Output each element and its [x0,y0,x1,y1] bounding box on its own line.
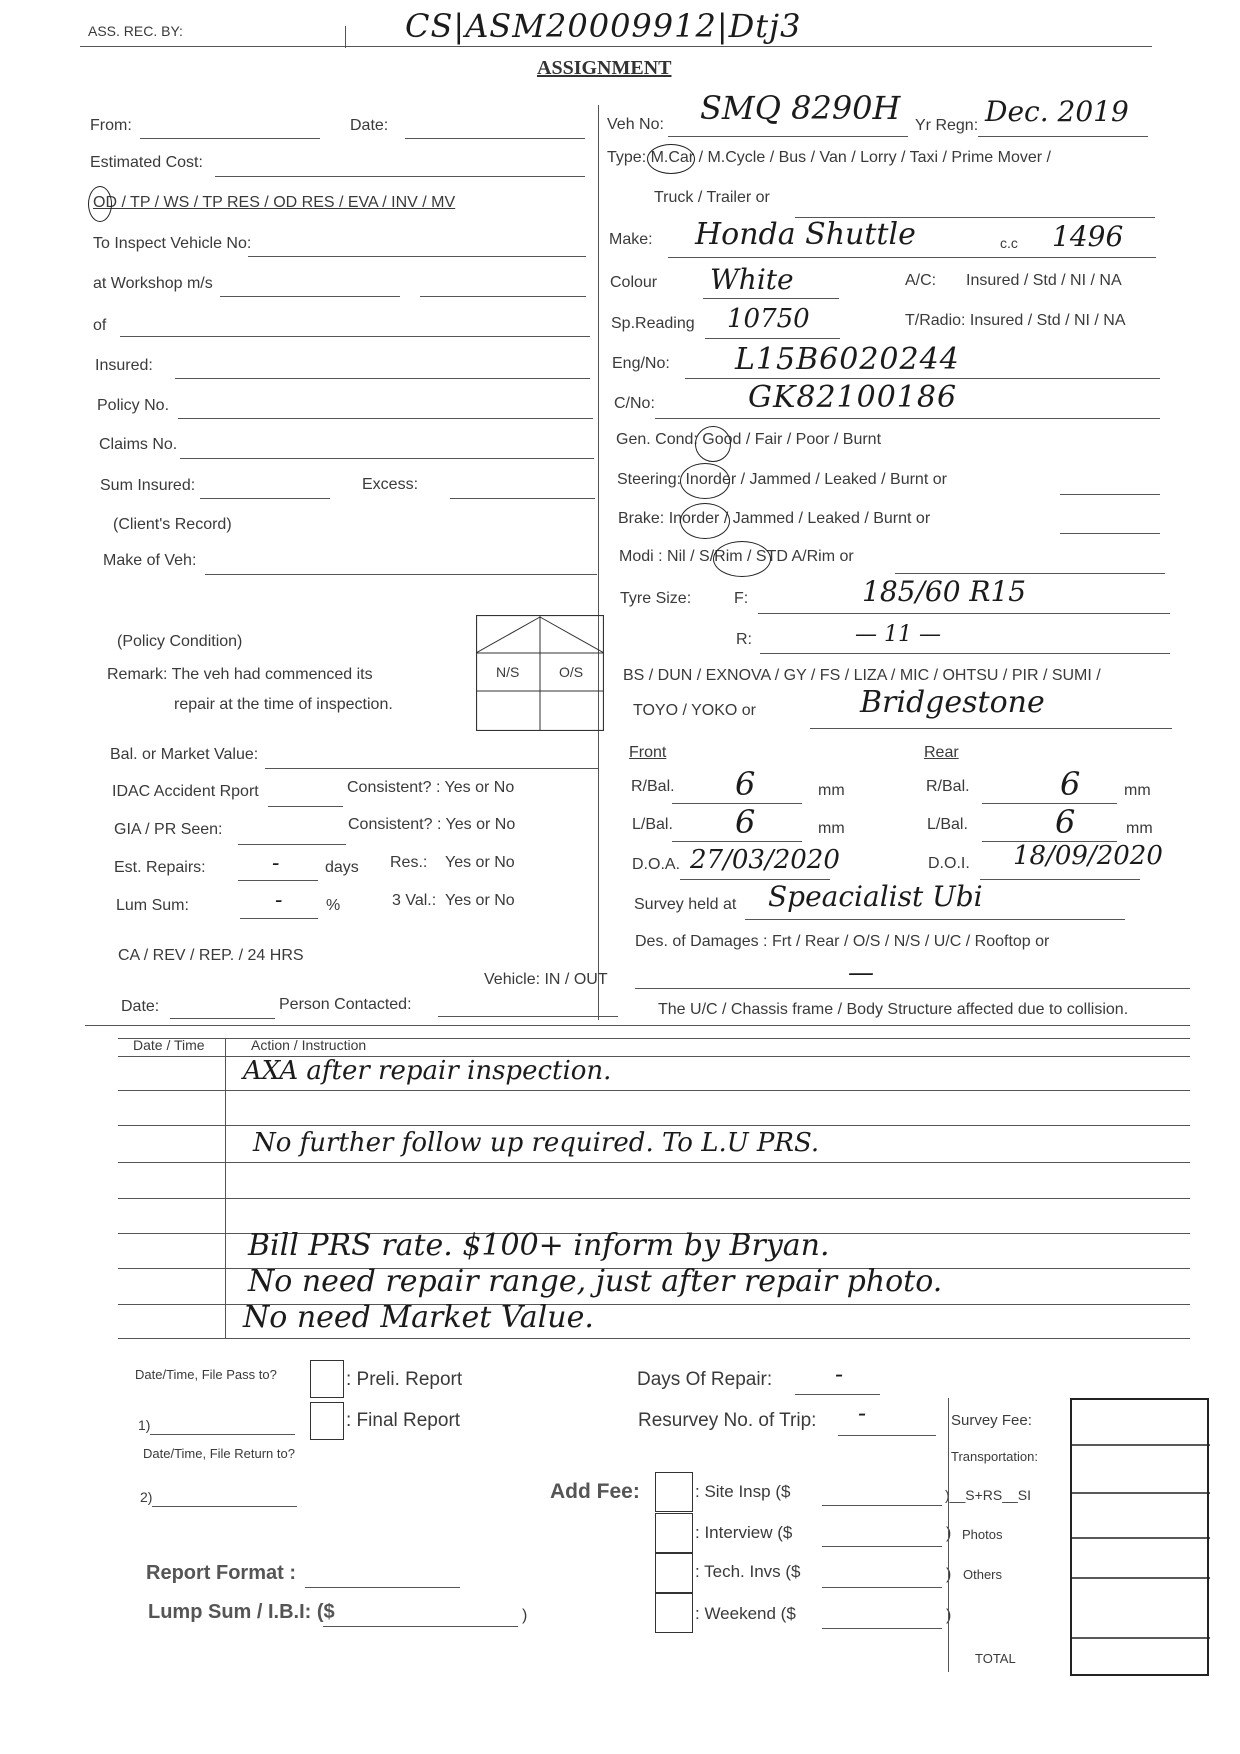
make-label: Make: [609,231,653,248]
tyre-brands: BS / DUN / EXNOVA / GY / FS / LIZA / MIC / OHTSU / PIR / SUMI / [623,667,1101,684]
resurvey-trip-value: - [858,1399,867,1427]
policy-condition-label: (Policy Condition) [117,633,243,650]
site-insp-checkbox[interactable] [655,1472,693,1512]
preli-report-checkbox[interactable] [310,1360,344,1398]
market-value-label: Bal. or Market Value: [110,746,259,763]
doa-label: D.O.A. [632,856,681,873]
date-field[interactable] [405,138,585,139]
policy-no-label: Policy No. [97,397,170,414]
from-label: From: [90,117,132,134]
general-condition: Gen. Cond: Good / Fair / Poor / Burnt [616,431,882,448]
est-repairs-value: - [272,851,280,876]
interview-field[interactable] [822,1546,942,1547]
est-repairs-label: Est. Repairs: [114,859,206,876]
eng-no-field[interactable] [685,378,1160,379]
sp-reading-value: 10750 [727,304,810,334]
uc-chassis-line: The U/C / Chassis frame / Body Structure affected due to collision. [658,1001,1129,1018]
eng-no-value: L15B6020244 [735,342,960,377]
photos-label: Photos [962,1527,1003,1542]
damages-field[interactable] [635,988,1190,989]
colour-field[interactable] [703,298,839,299]
sum-insured-label: Sum Insured: [100,477,196,494]
add-fee-label: Add Fee: [550,1480,640,1503]
tyre-brand-value: Bridgestone [860,685,1045,720]
front-rbal-value: 6 [735,765,756,803]
log-rule [118,1125,1190,1126]
excess-field[interactable] [450,498,595,499]
assignment-types: OD / TP / WS / TP RES / OD RES / EVA / INV / MV [93,194,456,211]
idac-field[interactable] [268,806,343,807]
date-label: Date: [350,117,389,134]
doi-label: D.O.I. [928,855,970,872]
interview-checkbox[interactable] [655,1513,693,1553]
colour-value: White [710,263,794,296]
steering-condition: Steering: Inorder / Jammed / Leaked / Burnt or [617,471,947,488]
tech-invs-checkbox[interactable] [655,1553,693,1593]
log-rule [118,1198,1190,1199]
ns-label: N/S [496,664,520,680]
steering-field[interactable] [1060,494,1160,495]
log-col-date: Date / Time [133,1037,205,1053]
rear-lbal-label: L/Bal. [927,816,968,833]
yr-regn-value: Dec. 2019 [985,95,1129,128]
survey-held-label: Survey held at [634,896,737,913]
log-entry: Bill PRS rate. $100+ inform by Bryan. [248,1228,830,1263]
log-entry: AXA after repair inspection. [243,1056,612,1086]
front-lbal-value: 6 [735,803,756,841]
days-label: days [325,859,359,876]
rear-lbal-value: 6 [1055,803,1076,841]
make-of-veh-field[interactable] [205,574,597,575]
total-label: TOTAL [975,1651,1016,1666]
remark-line-1: Remark: The veh had commenced its [107,666,373,683]
tradio-options: T/Radio: Insured / Std / NI / NA [905,312,1126,329]
days-of-repair-field[interactable] [795,1394,880,1395]
file-pass-field[interactable] [150,1434,295,1435]
res-yes-or-no: Yes or No [445,854,515,871]
file-return-field[interactable] [152,1506,297,1507]
front-tyre-label: F: [734,590,749,607]
lump-sum-close-paren: ) [522,1607,528,1624]
cc-label: c.c [1000,235,1018,251]
ac-label: A/C: [905,272,937,289]
date2-field[interactable] [170,1018,275,1019]
c-no-field[interactable] [655,418,1160,419]
sp-reading-field[interactable] [705,338,840,339]
of-label: of [93,317,107,334]
site-insp-close-paren: )__S+RS__SI [945,1487,1031,1503]
tech-invs-close-paren: ) [946,1566,952,1583]
rear-label: Rear [924,744,959,761]
gia-consistent: Consistent? : Yes or No [348,816,516,833]
lum-sum-field[interactable] [240,918,318,919]
ass-rec-by-label: ASS. REC. BY: [88,23,183,39]
interview-label: : Interview ($ [695,1523,793,1542]
doi-value: 18/09/2020 [1013,841,1163,871]
sp-reading-label: Sp.Reading [611,315,695,332]
gia-label: GIA / PR Seen: [114,821,223,838]
od-circle-mark [88,186,112,222]
log-rule [118,1090,1190,1091]
damages-value: — [848,958,874,988]
weekend-close-paren: ) [946,1607,952,1624]
c-no-label: C/No: [614,395,655,412]
veh-no-value: SMQ 8290H [700,89,901,127]
srim-circle-mark [713,541,771,577]
log-entry: No need Market Value. [243,1300,594,1335]
log-entry: No further follow up required. To L.U PRS. [253,1128,820,1158]
tech-invs-label: : Tech. Invs ($ [695,1562,801,1581]
item-2-label: 2) [140,1489,153,1505]
gia-field[interactable] [238,844,346,845]
resurvey-trip-field[interactable] [838,1435,936,1436]
header-tick [345,26,346,48]
assignment-reference: CS|ASM20009912|Dtj3 [405,7,802,45]
final-report-label: : Final Report [346,1410,461,1431]
est-repairs-field[interactable] [238,880,318,881]
tech-invs-field[interactable] [822,1587,942,1588]
vehicle-in-out: Vehicle: IN / OUT [484,971,608,988]
brake-field[interactable] [1060,533,1160,534]
insured-label: Insured: [95,357,153,374]
excess-label: Excess: [362,476,419,493]
lum-sum-label: Lum Sum: [116,897,189,914]
front-rbal-label: R/Bal. [631,778,675,795]
log-column-divider [225,1038,226,1338]
others-label: Others [963,1567,1003,1582]
date2-label: Date: [121,998,160,1015]
lump-sum-ibi-label: Lump Sum / I.B.I: ($ [148,1601,335,1623]
from-field[interactable] [140,138,320,139]
weekend-checkbox[interactable] [655,1593,693,1633]
yr-regn-field[interactable] [978,136,1148,137]
modification: Modi : Nil / S/Rim / STD A/Rim or [619,548,854,565]
front-tyre-field[interactable] [758,613,1170,614]
person-contacted-field[interactable] [438,1016,618,1017]
yr-regn-label: Yr Regn: [915,117,979,134]
workshop-field[interactable] [220,296,400,297]
rear-lbal-mm: mm [1126,820,1153,837]
mcar-circle-mark [647,144,695,174]
modification-field[interactable] [895,573,1165,574]
percent-label: % [326,897,341,914]
claims-no-label: Claims No. [99,436,178,453]
rear-tyre-label: R: [736,631,752,648]
log-col-action: Action / Instruction [251,1037,367,1053]
log-rule [118,1338,1190,1339]
column-divider [598,105,599,1020]
weekend-label: : Weekend ($ [695,1604,796,1623]
ac-options: Insured / Std / NI / NA [966,272,1122,289]
steering-inorder-circle [680,463,730,499]
policy-no-field[interactable] [178,418,593,419]
report-format-label: Report Format : [146,1562,296,1584]
val3-label: 3 Val.: [392,892,437,909]
survey-held-field[interactable] [745,919,1125,920]
val3-yes-or-no: Yes or No [445,892,515,909]
survey-fee-label: Survey Fee: [951,1412,1032,1429]
make-field[interactable] [668,257,1156,258]
rear-rbal-label: R/Bal. [926,778,970,795]
fees-divider [946,1398,952,1672]
item-1-label: 1) [138,1417,151,1433]
market-value-field[interactable] [265,768,598,769]
rear-tyre-value: — 11 — [855,622,941,647]
rear-rbal-mm: mm [1124,782,1151,799]
estimated-cost-label: Estimated Cost: [90,154,203,171]
insured-field[interactable] [175,378,590,379]
interview-close-paren: ) [946,1525,952,1542]
site-insp-label: : Site Insp ($ [695,1482,791,1501]
make-of-veh-label: Make of Veh: [103,552,197,569]
damages-line: Des. of Damages : Frt / Rear / O/S / N/S / U/C / Rooftop or [635,933,1050,950]
front-rbal-mm: mm [818,782,845,799]
workshop-label: at Workshop m/s [93,275,213,292]
header-rule [80,46,1152,47]
log-entry: No need repair range, just after repair photo. [248,1264,943,1299]
tyre-brand-field[interactable] [810,728,1172,729]
colour-label: Colour [610,274,658,291]
clients-record-label: (Client's Record) [113,516,232,533]
page-title: ASSIGNMENT [537,57,672,79]
front-label: Front [629,744,667,761]
front-tyre-value: 185/60 R15 [862,575,1027,608]
ca-rev-rep-line: CA / REV / REP. / 24 HRS [118,947,304,964]
c-no-value: GK82100186 [748,380,958,415]
preli-report-label: : Preli. Report [346,1369,463,1390]
final-report-checkbox[interactable] [310,1402,344,1440]
days-of-repair-label: Days Of Repair: [637,1369,773,1390]
estimated-cost-field[interactable] [215,176,585,177]
rear-tyre-field[interactable] [760,653,1170,654]
veh-no-label: Veh No: [607,116,664,133]
vehicle-type-line: Type: M.Car / M.Cycle / Bus / Van / Lorry / Taxi / Prime Mover / [607,149,1051,166]
brake-condition: Brake: Inorder / Jammed / Leaked / Burnt or [618,510,931,527]
site-insp-field[interactable] [822,1505,942,1506]
resurvey-trip-label: Resurvey No. of Trip: [638,1410,817,1431]
veh-no-field[interactable] [668,136,908,137]
file-return-label: Date/Time, File Return to? [143,1446,295,1461]
report-format-field[interactable] [305,1587,460,1588]
weekend-field[interactable] [822,1628,942,1629]
workshop-field-2[interactable] [420,296,586,297]
eng-no-label: Eng/No: [612,355,670,372]
tyre-size-label: Tyre Size: [620,590,692,607]
lump-sum-ibi-field[interactable] [323,1626,518,1627]
sum-insured-field[interactable] [200,498,330,499]
doa-value: 27/03/2020 [690,845,840,875]
brake-inorder-circle [680,503,730,539]
doi-field[interactable] [980,879,1140,880]
log-rule [118,1162,1190,1163]
days-of-repair-value: - [835,1360,844,1388]
rear-rbal-field[interactable] [982,803,1117,804]
idac-consistent: Consistent? : Yes or No [347,779,515,796]
truck-trailer-line: Truck / Trailer or [654,189,770,206]
front-lbal-mm: mm [818,820,845,837]
lum-sum-value: - [275,888,283,913]
claims-no-field[interactable] [180,458,594,459]
fees-amount-box [1070,1398,1210,1676]
transportation-label: Transportation: [951,1449,1038,1464]
cc-value: 1496 [1052,220,1124,253]
res-label: Res.: [390,854,428,871]
file-pass-label: Date/Time, File Pass to? [135,1367,277,1382]
person-contacted-label: Person Contacted: [279,996,412,1013]
make-value: Honda Shuttle [695,217,916,252]
tyre-brands-2: TOYO / YOKO or [633,702,756,719]
rear-rbal-value: 6 [1060,765,1081,803]
idac-label: IDAC Accident Rport [112,783,259,800]
survey-held-value: Speacialist Ubi [768,880,983,913]
inspect-vehicle-label: To Inspect Vehicle No: [93,235,252,252]
good-circle-mark [695,426,731,462]
of-field[interactable] [120,336,590,337]
section-rule [85,1025,1190,1026]
os-label: O/S [559,664,584,680]
remark-line-2: repair at the time of inspection. [174,696,393,713]
inspect-vehicle-field[interactable] [248,256,586,257]
front-lbal-label: L/Bal. [632,816,673,833]
front-lbal-field[interactable] [672,841,802,842]
